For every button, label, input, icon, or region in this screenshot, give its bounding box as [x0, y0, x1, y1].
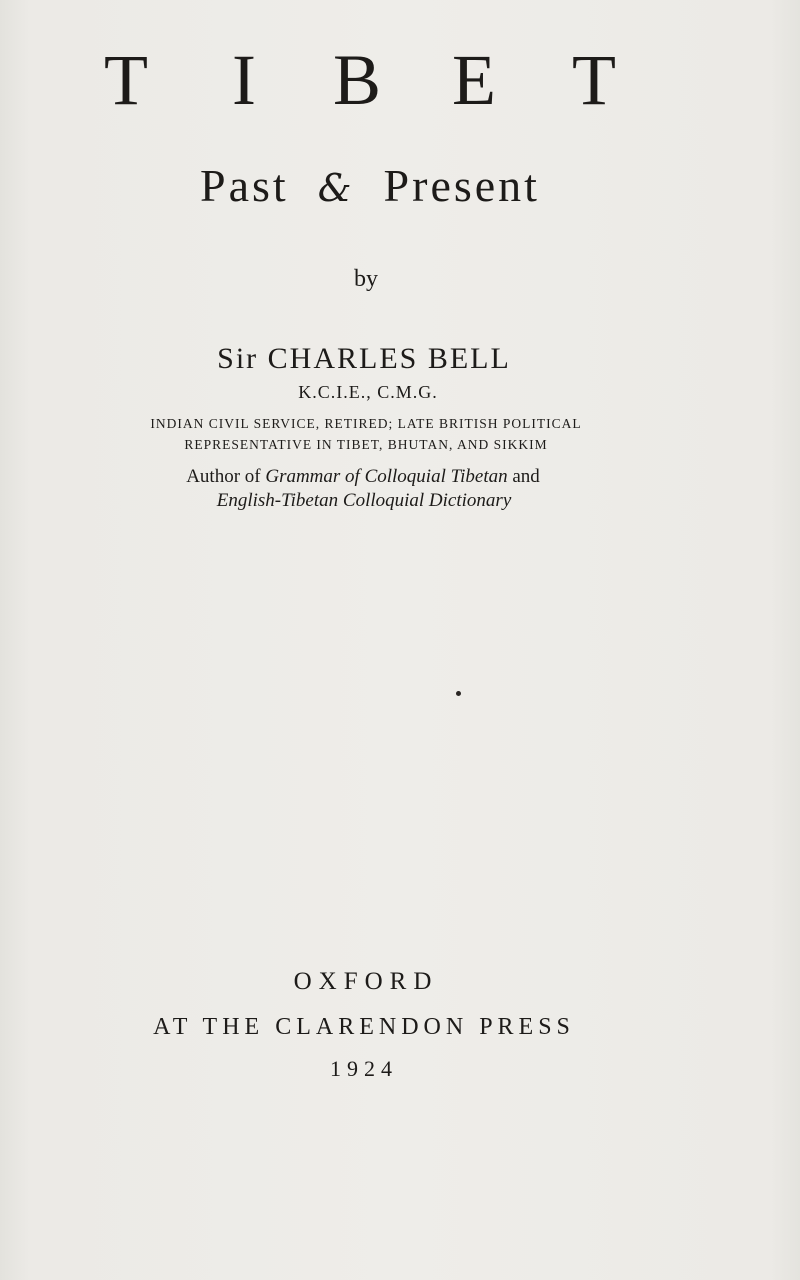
title-letter: I	[232, 40, 256, 120]
author-name: Sir CHARLES BELL	[217, 342, 511, 375]
author-service-line-2: REPRESENTATIVE IN TIBET, BHUTAN, AND SIKKIM	[184, 437, 548, 452]
author-service-line-1: INDIAN CIVIL SERVICE, RETIRED; LATE BRITISH POLITICAL	[150, 416, 582, 431]
works-conjunction: and	[512, 466, 540, 487]
works-book-2: English-Tibetan Colloquial Dictionary	[216, 490, 512, 511]
works-book-1: Grammar of Colloquial Tibetan	[265, 466, 508, 487]
works-prefix: Author of	[186, 466, 261, 487]
author-honours: K.C.I.E., C.M.G.	[298, 382, 438, 402]
title-letter: T	[104, 40, 148, 120]
imprint-year: 1924	[330, 1056, 398, 1081]
by-line: by	[354, 266, 378, 292]
title-letter: T	[572, 40, 616, 120]
imprint-place: OXFORD	[293, 968, 439, 995]
subtitle-word-past: Past	[200, 160, 289, 211]
ampersand: &	[317, 166, 355, 210]
subtitle-word-present: Present	[383, 160, 540, 211]
title-letter: B	[333, 40, 382, 120]
author-works-line-1	[0, 465, 763, 489]
title-letter: E	[452, 40, 496, 120]
imprint-press: AT THE CLARENDON PRESS	[153, 1014, 575, 1040]
paper-speck	[456, 691, 461, 696]
book-subtitle	[0, 158, 770, 216]
